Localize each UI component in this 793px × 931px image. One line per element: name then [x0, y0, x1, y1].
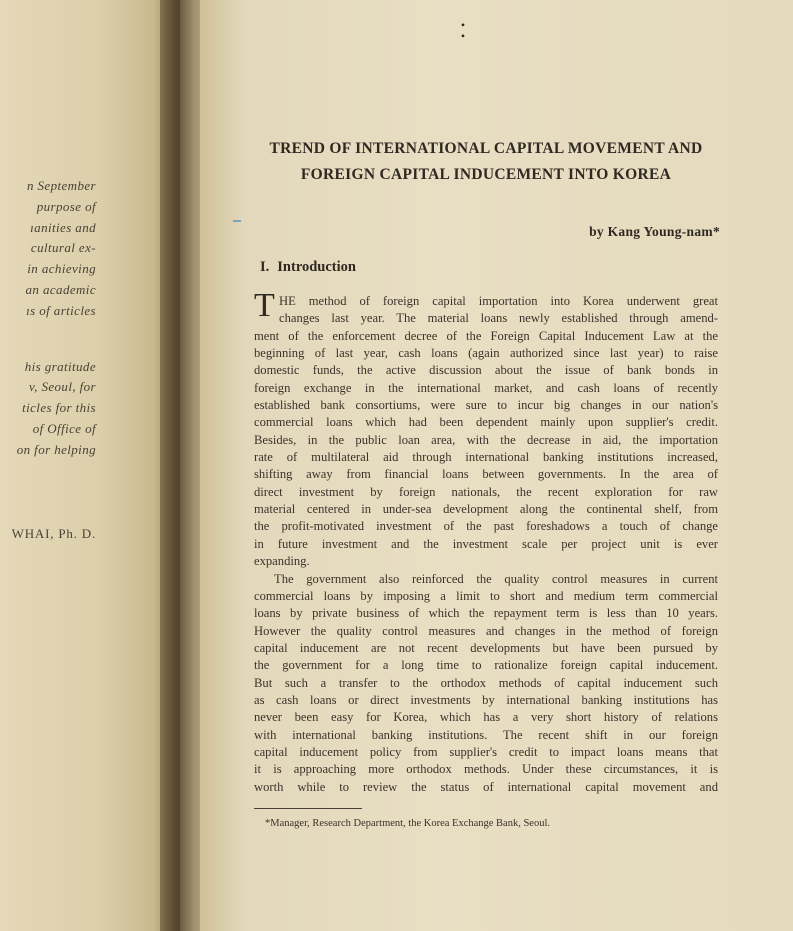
body-line: as cash loans or direct investments by international banking institutions has	[254, 692, 718, 707]
body-line: shifting away from financial loans between governments. In the area of	[254, 467, 718, 482]
left-page-signature: WHAI, Ph. D.	[11, 526, 96, 541]
left-text-line: an academic	[25, 281, 96, 297]
ornament-dots: • •	[460, 18, 466, 43]
footnote-rule	[254, 808, 362, 809]
body-line: established bank consortiums, were sure to incur big changes in our nation's	[254, 398, 718, 413]
body-line: worth while to review the status of international capital movement and	[254, 779, 718, 794]
title-line-2: FOREIGN CAPITAL INDUCEMENT INTO KOREA	[300, 166, 672, 183]
body-line: foreign exchange in the international market, and cash loans of recently	[254, 380, 718, 395]
drop-cap: T	[254, 287, 275, 324]
body-line: But such a transfer to the orthodox methods of capital inducement such	[254, 675, 718, 690]
body-line: loans by private business of which the repayment term is less than 10 years.	[254, 606, 718, 621]
left-text-line: of Office of	[32, 420, 96, 436]
body-line: domestic funds, the active discussion about the issue of bank bonds in	[254, 363, 718, 378]
body-line: Besides, in the public loan area, with the decrease in aid, the importation	[254, 432, 718, 447]
footnote: *Manager, Research Department, the Korea Exchange Bank, Seoul.	[265, 818, 551, 829]
left-text-line: ıanities and	[30, 219, 96, 235]
left-text-line: on for helping	[16, 441, 96, 457]
body-line: the government for a long time to rationalize foreign capital inducement.	[254, 658, 718, 673]
body-line: changes last year. The material loans newly established through amend-	[279, 311, 718, 326]
body-line: However the quality control measures and changes in the method of foreign	[254, 623, 718, 638]
body-line: capital inducement policy from supplier's credit to impact loans means that	[254, 744, 718, 759]
left-text-line: cultural ex-	[30, 240, 96, 256]
left-text-line: ıs of articles	[26, 302, 96, 318]
body-line: commercial loans which had been dependent mainly upon supplier's credit.	[254, 415, 718, 430]
body-line: rate of multilateral aid through international banking institutions increased,	[254, 450, 718, 465]
title-line-1: TREND OF INTERNATIONAL CAPITAL MOVEMENT AND	[269, 140, 703, 157]
body-line: expanding.	[254, 554, 310, 569]
author-byline: by Kang Young-nam*	[589, 224, 720, 239]
left-text-line: in achieving	[27, 261, 96, 277]
body-line: beginning of last year, cash loans (again authorized since last year) to raise	[254, 346, 718, 361]
body-line: capital inducement are not recent developments but have been pursued by	[254, 640, 718, 655]
body-line: ment of the enforcement decree of the Foreign Capital Inducement Law at the	[254, 328, 718, 343]
left-page-text	[0, 176, 96, 461]
body-line: direct investment by foreign nationals, the recent exploration for raw	[254, 484, 718, 499]
section-number: I.	[260, 259, 270, 275]
article-title	[248, 136, 724, 188]
article-body	[254, 293, 718, 796]
body-line: it is approaching more orthodox methods. Under these circumstances, it is	[254, 762, 718, 777]
section-heading	[260, 259, 364, 276]
body-line: the profit-motivated investment of the past foreshadows a touch of change	[254, 519, 718, 534]
body-line: The government also reinforced the quality control measures in current	[274, 571, 718, 586]
section-title: Introduction	[277, 259, 356, 275]
body-line: HE method of foreign capital importation into Korea underwent great	[279, 294, 718, 308]
body-line: never been easy for Korea, which has a very short history of relations	[254, 710, 718, 725]
body-line: material centered in under-sea development along the continental shelf, from	[254, 502, 718, 517]
body-line: commercial loans by imposing a limit to short and medium term commercial	[254, 588, 718, 603]
left-page	[0, 0, 180, 931]
book-gutter	[160, 0, 200, 931]
ink-mark	[233, 220, 241, 222]
left-text-line: n September	[26, 178, 96, 193]
left-text-line: v, Seoul, for	[28, 379, 96, 395]
left-text-line: his gratitude	[24, 358, 96, 374]
left-text-line: purpose of	[36, 198, 96, 214]
body-line: with international banking institutions. The recent shift in our foreign	[254, 727, 718, 742]
body-line: in future investment and the investment scale per project unit is ever	[254, 536, 718, 551]
left-text-line: ticles for this	[22, 400, 96, 416]
